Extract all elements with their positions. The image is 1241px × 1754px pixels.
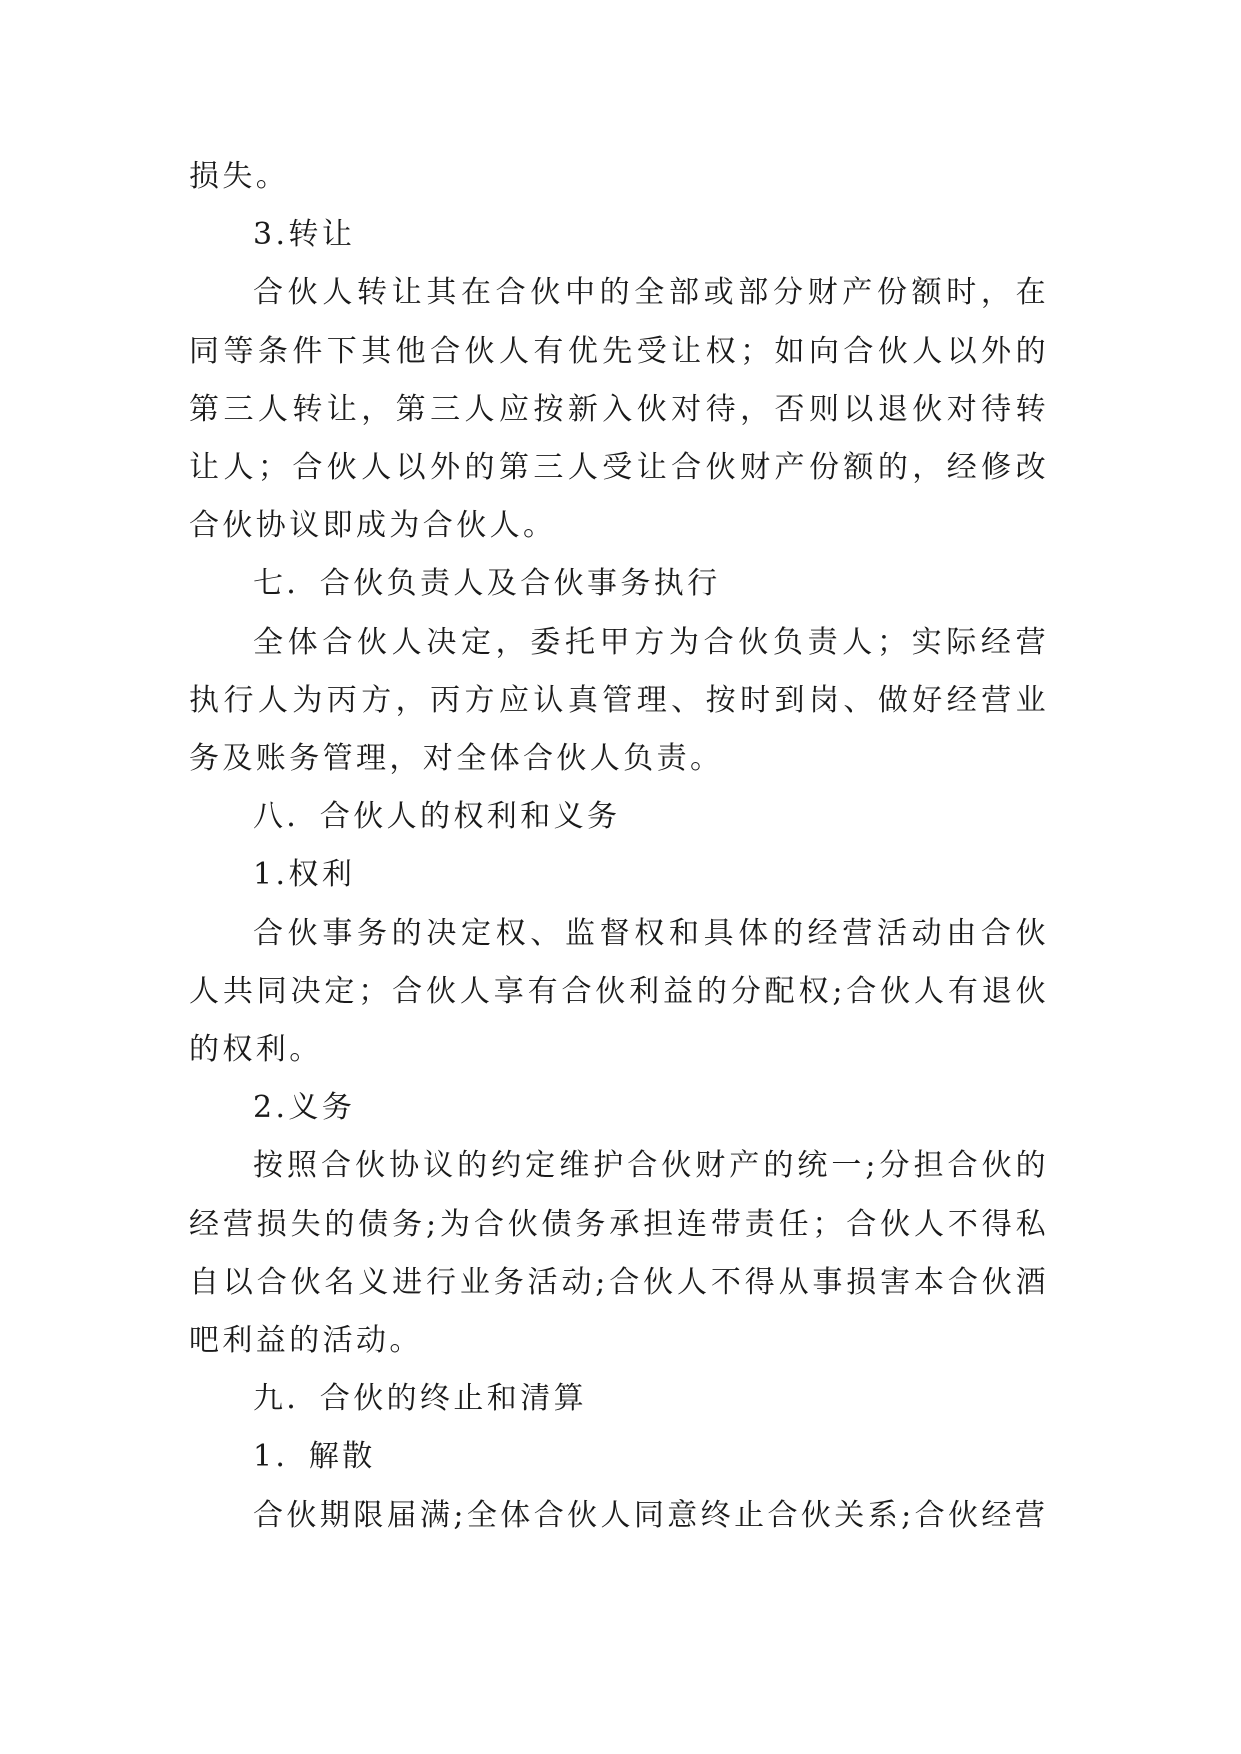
heading-section-9: 九．合伙的终止和清算 <box>253 1381 587 1417</box>
paragraph-transfer: 合伙人转让其在合伙中的全部或部分财产份额时，在同等条件下其他合伙人有优先受让权；如向合伙人以外的第三人转让，第三人应按新入伙对待，否则以退伙对待转让人；合伙人以外的第三人受让合伙财产份额的，经修改合伙协议即成为合伙人。 <box>189 275 1049 544</box>
subheading-rights: 1.权利 <box>253 857 356 893</box>
paragraph-rights: 合伙事务的决定权、监督权和具体的经营活动由合伙人共同决定；合伙人享有合伙利益的分配权;合伙人有退伙的权利。 <box>189 915 1049 1068</box>
heading-section-8: 八．合伙人的权利和义务 <box>253 799 621 835</box>
paragraph-loss-tail: 损失。 <box>189 159 290 194</box>
paragraph-dissolution: 合伙期限届满;全体合伙人同意终止合伙关系;合伙经营 <box>253 1497 1049 1533</box>
paragraph-section-7: 全体合伙人决定，委托甲方为合伙负责人；实际经营执行人为丙方，丙方应认真管理、按时到岗、做好经营业务及账务管理，对全体合伙人负责。 <box>189 624 1049 777</box>
heading-section-7: 七．合伙负责人及合伙事务执行 <box>253 566 721 602</box>
paragraph-obligations: 按照合伙协议的约定维护合伙财产的统一;分担合伙的经营损失的债务;为合伙债务承担连带责任；合伙人不得私自以合伙名义进行业务活动;合伙人不得从事损害本合伙酒吧利益的活动。 <box>189 1148 1049 1359</box>
subheading-dissolution: 1．解散 <box>253 1439 376 1475</box>
subheading-transfer: 3.转让 <box>253 217 356 253</box>
subheading-obligations: 2.义务 <box>253 1090 356 1126</box>
document-page <box>189 148 1049 1545</box>
